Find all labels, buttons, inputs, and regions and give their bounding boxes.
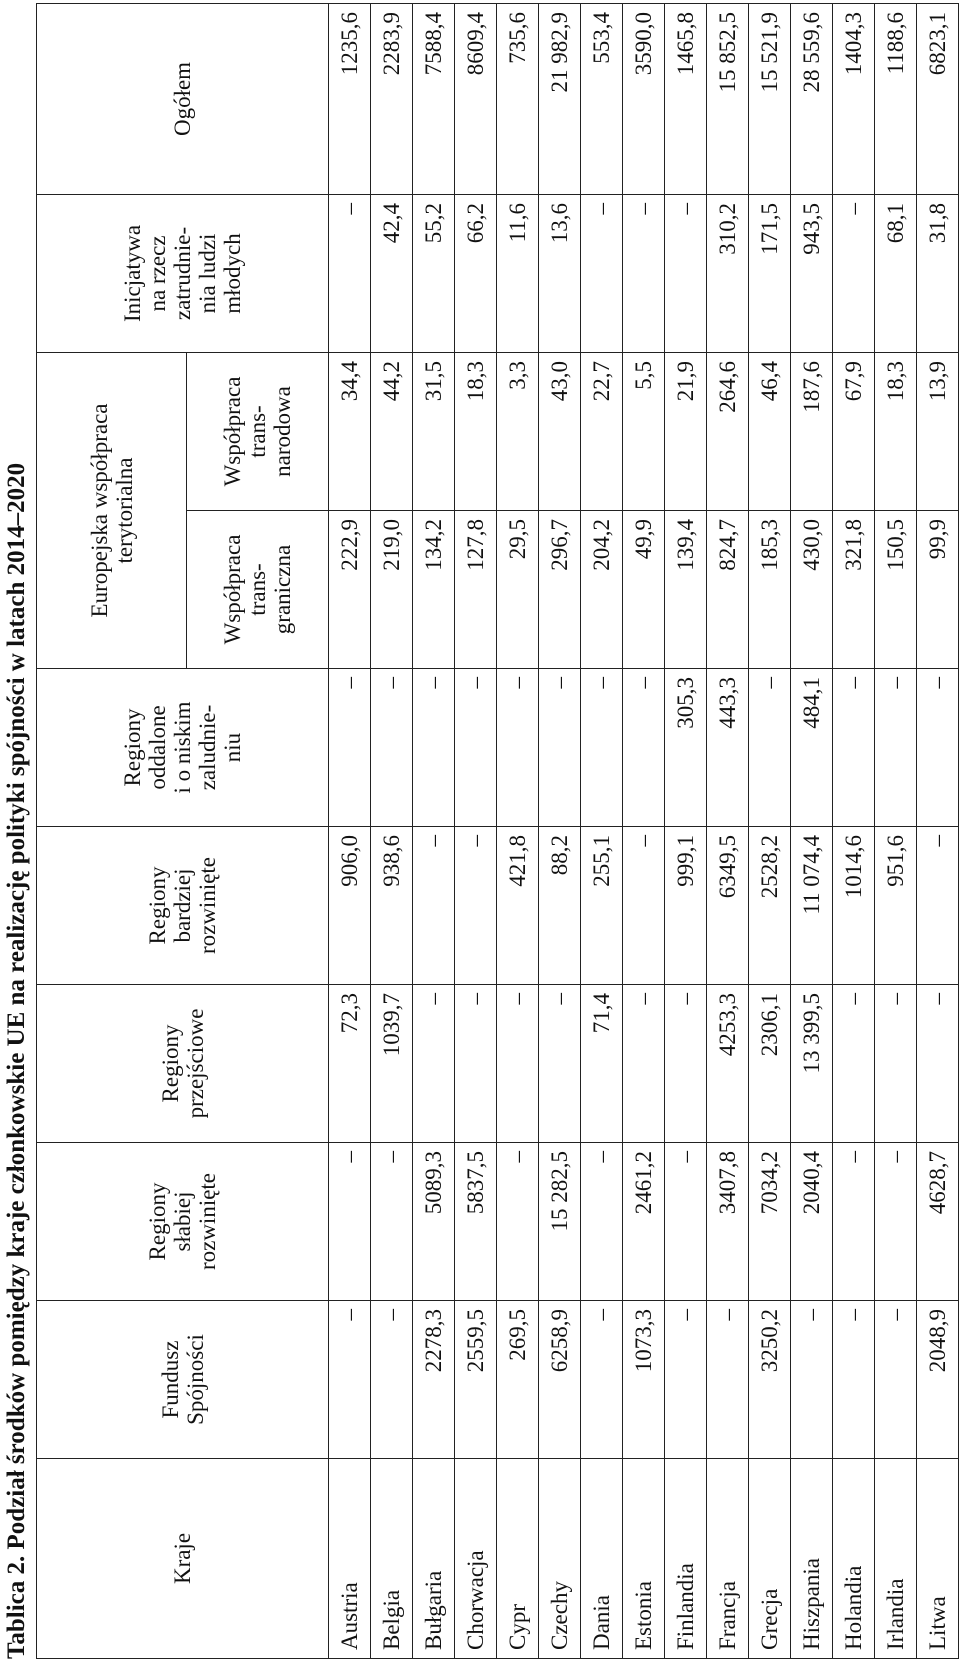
- table-row: [623, 3, 665, 1658]
- value-cell: 824,7: [707, 511, 749, 669]
- value-cell: –: [413, 985, 455, 1143]
- header-wspolpraca-transnarodowa: Współpraca trans- narodowa: [187, 352, 329, 510]
- value-cell: –: [329, 669, 371, 827]
- value-cell: 204,2: [581, 511, 623, 669]
- value-cell: –: [413, 827, 455, 985]
- value-cell: 264,6: [707, 352, 749, 510]
- value-cell: 127,8: [455, 511, 497, 669]
- value-cell: 430,0: [791, 511, 833, 669]
- value-cell: –: [329, 1301, 371, 1459]
- value-cell: –: [329, 194, 371, 352]
- value-cell: –: [371, 1301, 413, 1459]
- value-cell: 99,9: [917, 511, 959, 669]
- table-row: [791, 3, 833, 1658]
- value-cell: –: [497, 669, 539, 827]
- value-cell: –: [833, 985, 875, 1143]
- value-cell: –: [455, 669, 497, 827]
- value-cell: 5089,3: [413, 1143, 455, 1301]
- value-cell: 42,4: [371, 194, 413, 352]
- value-cell: 943,5: [791, 194, 833, 352]
- value-cell: –: [623, 827, 665, 985]
- value-cell: 1073,3: [623, 1301, 665, 1459]
- table-body: [329, 3, 959, 1658]
- country-cell: Bułgaria: [413, 1459, 455, 1659]
- value-cell: 134,2: [413, 511, 455, 669]
- value-cell: 67,9: [833, 352, 875, 510]
- value-cell: 72,3: [329, 985, 371, 1143]
- value-cell: 13,9: [917, 352, 959, 510]
- table-row: [581, 3, 623, 1658]
- value-cell: –: [833, 1143, 875, 1301]
- table-row: [371, 3, 413, 1658]
- value-cell: 2278,3: [413, 1301, 455, 1459]
- table-row: [707, 3, 749, 1658]
- value-cell: 305,3: [665, 669, 707, 827]
- allocation-table: [36, 3, 959, 1659]
- value-cell: 11,6: [497, 194, 539, 352]
- value-cell: –: [875, 669, 917, 827]
- value-cell: –: [623, 194, 665, 352]
- value-cell: –: [455, 985, 497, 1143]
- value-cell: –: [539, 669, 581, 827]
- value-cell: –: [581, 1143, 623, 1301]
- value-cell: 321,8: [833, 511, 875, 669]
- value-cell: 5,5: [623, 352, 665, 510]
- value-cell: 938,6: [371, 827, 413, 985]
- value-cell: 88,2: [539, 827, 581, 985]
- value-cell: 7588,4: [413, 3, 455, 194]
- value-cell: –: [875, 1301, 917, 1459]
- value-cell: 443,3: [707, 669, 749, 827]
- value-cell: 310,2: [707, 194, 749, 352]
- value-cell: 222,9: [329, 511, 371, 669]
- value-cell: –: [833, 194, 875, 352]
- table-title: Tablica 2. Podział środków pomiędzy kraje członkowskie UE na realizację polityki spójności w latach 2014–2020: [3, 462, 30, 1659]
- value-cell: 735,6: [497, 3, 539, 194]
- value-cell: 951,6: [875, 827, 917, 985]
- value-cell: 187,6: [791, 352, 833, 510]
- value-cell: 2283,9: [371, 3, 413, 194]
- value-cell: 4628,7: [917, 1143, 959, 1301]
- value-cell: –: [665, 985, 707, 1143]
- value-cell: 29,5: [497, 511, 539, 669]
- value-cell: –: [497, 1143, 539, 1301]
- country-cell: Hiszpania: [791, 1459, 833, 1659]
- value-cell: 66,2: [455, 194, 497, 352]
- value-cell: 21,9: [665, 352, 707, 510]
- value-cell: 11 074,4: [791, 827, 833, 985]
- value-cell: –: [749, 669, 791, 827]
- country-cell: Austria: [329, 1459, 371, 1659]
- value-cell: 2040,4: [791, 1143, 833, 1301]
- header-regiony-bardziej-rozwiniete: Regiony bardziej rozwinięte: [37, 827, 329, 985]
- value-cell: –: [917, 827, 959, 985]
- value-cell: –: [329, 1143, 371, 1301]
- value-cell: –: [833, 1301, 875, 1459]
- value-cell: –: [665, 1301, 707, 1459]
- value-cell: 22,7: [581, 352, 623, 510]
- value-cell: 15 852,5: [707, 3, 749, 194]
- value-cell: 43,0: [539, 352, 581, 510]
- value-cell: –: [875, 985, 917, 1143]
- table-row: [917, 3, 959, 1658]
- value-cell: 46,4: [749, 352, 791, 510]
- value-cell: 49,9: [623, 511, 665, 669]
- header-regiony-oddalone: Regiony oddalone i o niskim zaludnie- niu: [37, 669, 329, 827]
- table-row: [497, 3, 539, 1658]
- country-cell: Chorwacja: [455, 1459, 497, 1659]
- table-row: [875, 3, 917, 1658]
- header-row-top: [37, 3, 187, 1658]
- value-cell: 44,2: [371, 352, 413, 510]
- table-row: [833, 3, 875, 1658]
- value-cell: 3590,0: [623, 3, 665, 194]
- value-cell: 18,3: [455, 352, 497, 510]
- value-cell: 150,5: [875, 511, 917, 669]
- value-cell: 71,4: [581, 985, 623, 1143]
- country-cell: Holandia: [833, 1459, 875, 1659]
- value-cell: 3,3: [497, 352, 539, 510]
- value-cell: 15 282,5: [539, 1143, 581, 1301]
- value-cell: 34,4: [329, 352, 371, 510]
- country-cell: Litwa: [917, 1459, 959, 1659]
- value-cell: –: [413, 669, 455, 827]
- value-cell: 6349,5: [707, 827, 749, 985]
- value-cell: 8609,4: [455, 3, 497, 194]
- value-cell: –: [875, 1143, 917, 1301]
- table-row: [665, 3, 707, 1658]
- header-wspolpraca-transgraniczna: Współpraca trans- graniczna: [187, 511, 329, 669]
- country-cell: Finlandia: [665, 1459, 707, 1659]
- value-cell: 31,8: [917, 194, 959, 352]
- value-cell: 2528,2: [749, 827, 791, 985]
- value-cell: –: [665, 194, 707, 352]
- value-cell: –: [455, 827, 497, 985]
- country-cell: Cypr: [497, 1459, 539, 1659]
- value-cell: –: [581, 669, 623, 827]
- value-cell: 6258,9: [539, 1301, 581, 1459]
- header-regiony-slabiej-rozwiniete: Regiony słabiej rozwinięte: [37, 1143, 329, 1301]
- value-cell: 5837,5: [455, 1143, 497, 1301]
- value-cell: 1235,6: [329, 3, 371, 194]
- value-cell: –: [581, 194, 623, 352]
- value-cell: 2559,5: [455, 1301, 497, 1459]
- value-cell: 6823,1: [917, 3, 959, 194]
- value-cell: –: [371, 1143, 413, 1301]
- value-cell: –: [623, 985, 665, 1143]
- country-cell: Francja: [707, 1459, 749, 1659]
- value-cell: 421,8: [497, 827, 539, 985]
- value-cell: 185,3: [749, 511, 791, 669]
- value-cell: –: [791, 1301, 833, 1459]
- value-cell: 55,2: [413, 194, 455, 352]
- header-fundusz-spojnosci: Fundusz Spójności: [37, 1301, 329, 1459]
- value-cell: 255,1: [581, 827, 623, 985]
- value-cell: 1404,3: [833, 3, 875, 194]
- value-cell: 1039,7: [371, 985, 413, 1143]
- value-cell: 68,1: [875, 194, 917, 352]
- value-cell: –: [833, 669, 875, 827]
- country-cell: Irlandia: [875, 1459, 917, 1659]
- value-cell: 171,5: [749, 194, 791, 352]
- value-cell: –: [539, 985, 581, 1143]
- value-cell: 1014,6: [833, 827, 875, 985]
- value-cell: –: [581, 1301, 623, 1459]
- value-cell: 906,0: [329, 827, 371, 985]
- value-cell: 219,0: [371, 511, 413, 669]
- header-ogolem: Ogółem: [37, 3, 329, 194]
- value-cell: –: [917, 985, 959, 1143]
- value-cell: 2048,9: [917, 1301, 959, 1459]
- value-cell: 13,6: [539, 194, 581, 352]
- value-cell: 269,5: [497, 1301, 539, 1459]
- value-cell: 139,4: [665, 511, 707, 669]
- table-row: [413, 3, 455, 1658]
- value-cell: 999,1: [665, 827, 707, 985]
- value-cell: 296,7: [539, 511, 581, 669]
- value-cell: –: [707, 1301, 749, 1459]
- value-cell: 28 559,6: [791, 3, 833, 194]
- header-regiony-przejsciowe: Regiony przejściowe: [37, 985, 329, 1143]
- value-cell: 484,1: [791, 669, 833, 827]
- table-row: [749, 3, 791, 1658]
- value-cell: 18,3: [875, 352, 917, 510]
- value-cell: 4253,3: [707, 985, 749, 1143]
- table-row: [329, 3, 371, 1658]
- value-cell: 21 982,9: [539, 3, 581, 194]
- value-cell: –: [665, 1143, 707, 1301]
- header-europejska-wspolpraca: Europejska współpraca terytorialna: [37, 352, 187, 668]
- value-cell: 2306,1: [749, 985, 791, 1143]
- value-cell: 15 521,9: [749, 3, 791, 194]
- value-cell: 1465,8: [665, 3, 707, 194]
- value-cell: –: [371, 669, 413, 827]
- country-cell: Grecja: [749, 1459, 791, 1659]
- value-cell: 7034,2: [749, 1143, 791, 1301]
- table-row: [455, 3, 497, 1658]
- value-cell: 13 399,5: [791, 985, 833, 1143]
- header-kraje: Kraje: [37, 1459, 329, 1659]
- value-cell: 2461,2: [623, 1143, 665, 1301]
- country-cell: Belgia: [371, 1459, 413, 1659]
- value-cell: 3407,8: [707, 1143, 749, 1301]
- country-cell: Estonia: [623, 1459, 665, 1659]
- value-cell: 553,4: [581, 3, 623, 194]
- country-cell: Czechy: [539, 1459, 581, 1659]
- table-row: [539, 3, 581, 1658]
- value-cell: 3250,2: [749, 1301, 791, 1459]
- country-cell: Dania: [581, 1459, 623, 1659]
- value-cell: 31,5: [413, 352, 455, 510]
- value-cell: –: [917, 669, 959, 827]
- value-cell: 1188,6: [875, 3, 917, 194]
- header-inicjatywa-mlodzi: Inicjatywa na rzecz zatrudnie- nia ludzi młodych: [37, 194, 329, 352]
- value-cell: –: [497, 985, 539, 1143]
- value-cell: –: [623, 669, 665, 827]
